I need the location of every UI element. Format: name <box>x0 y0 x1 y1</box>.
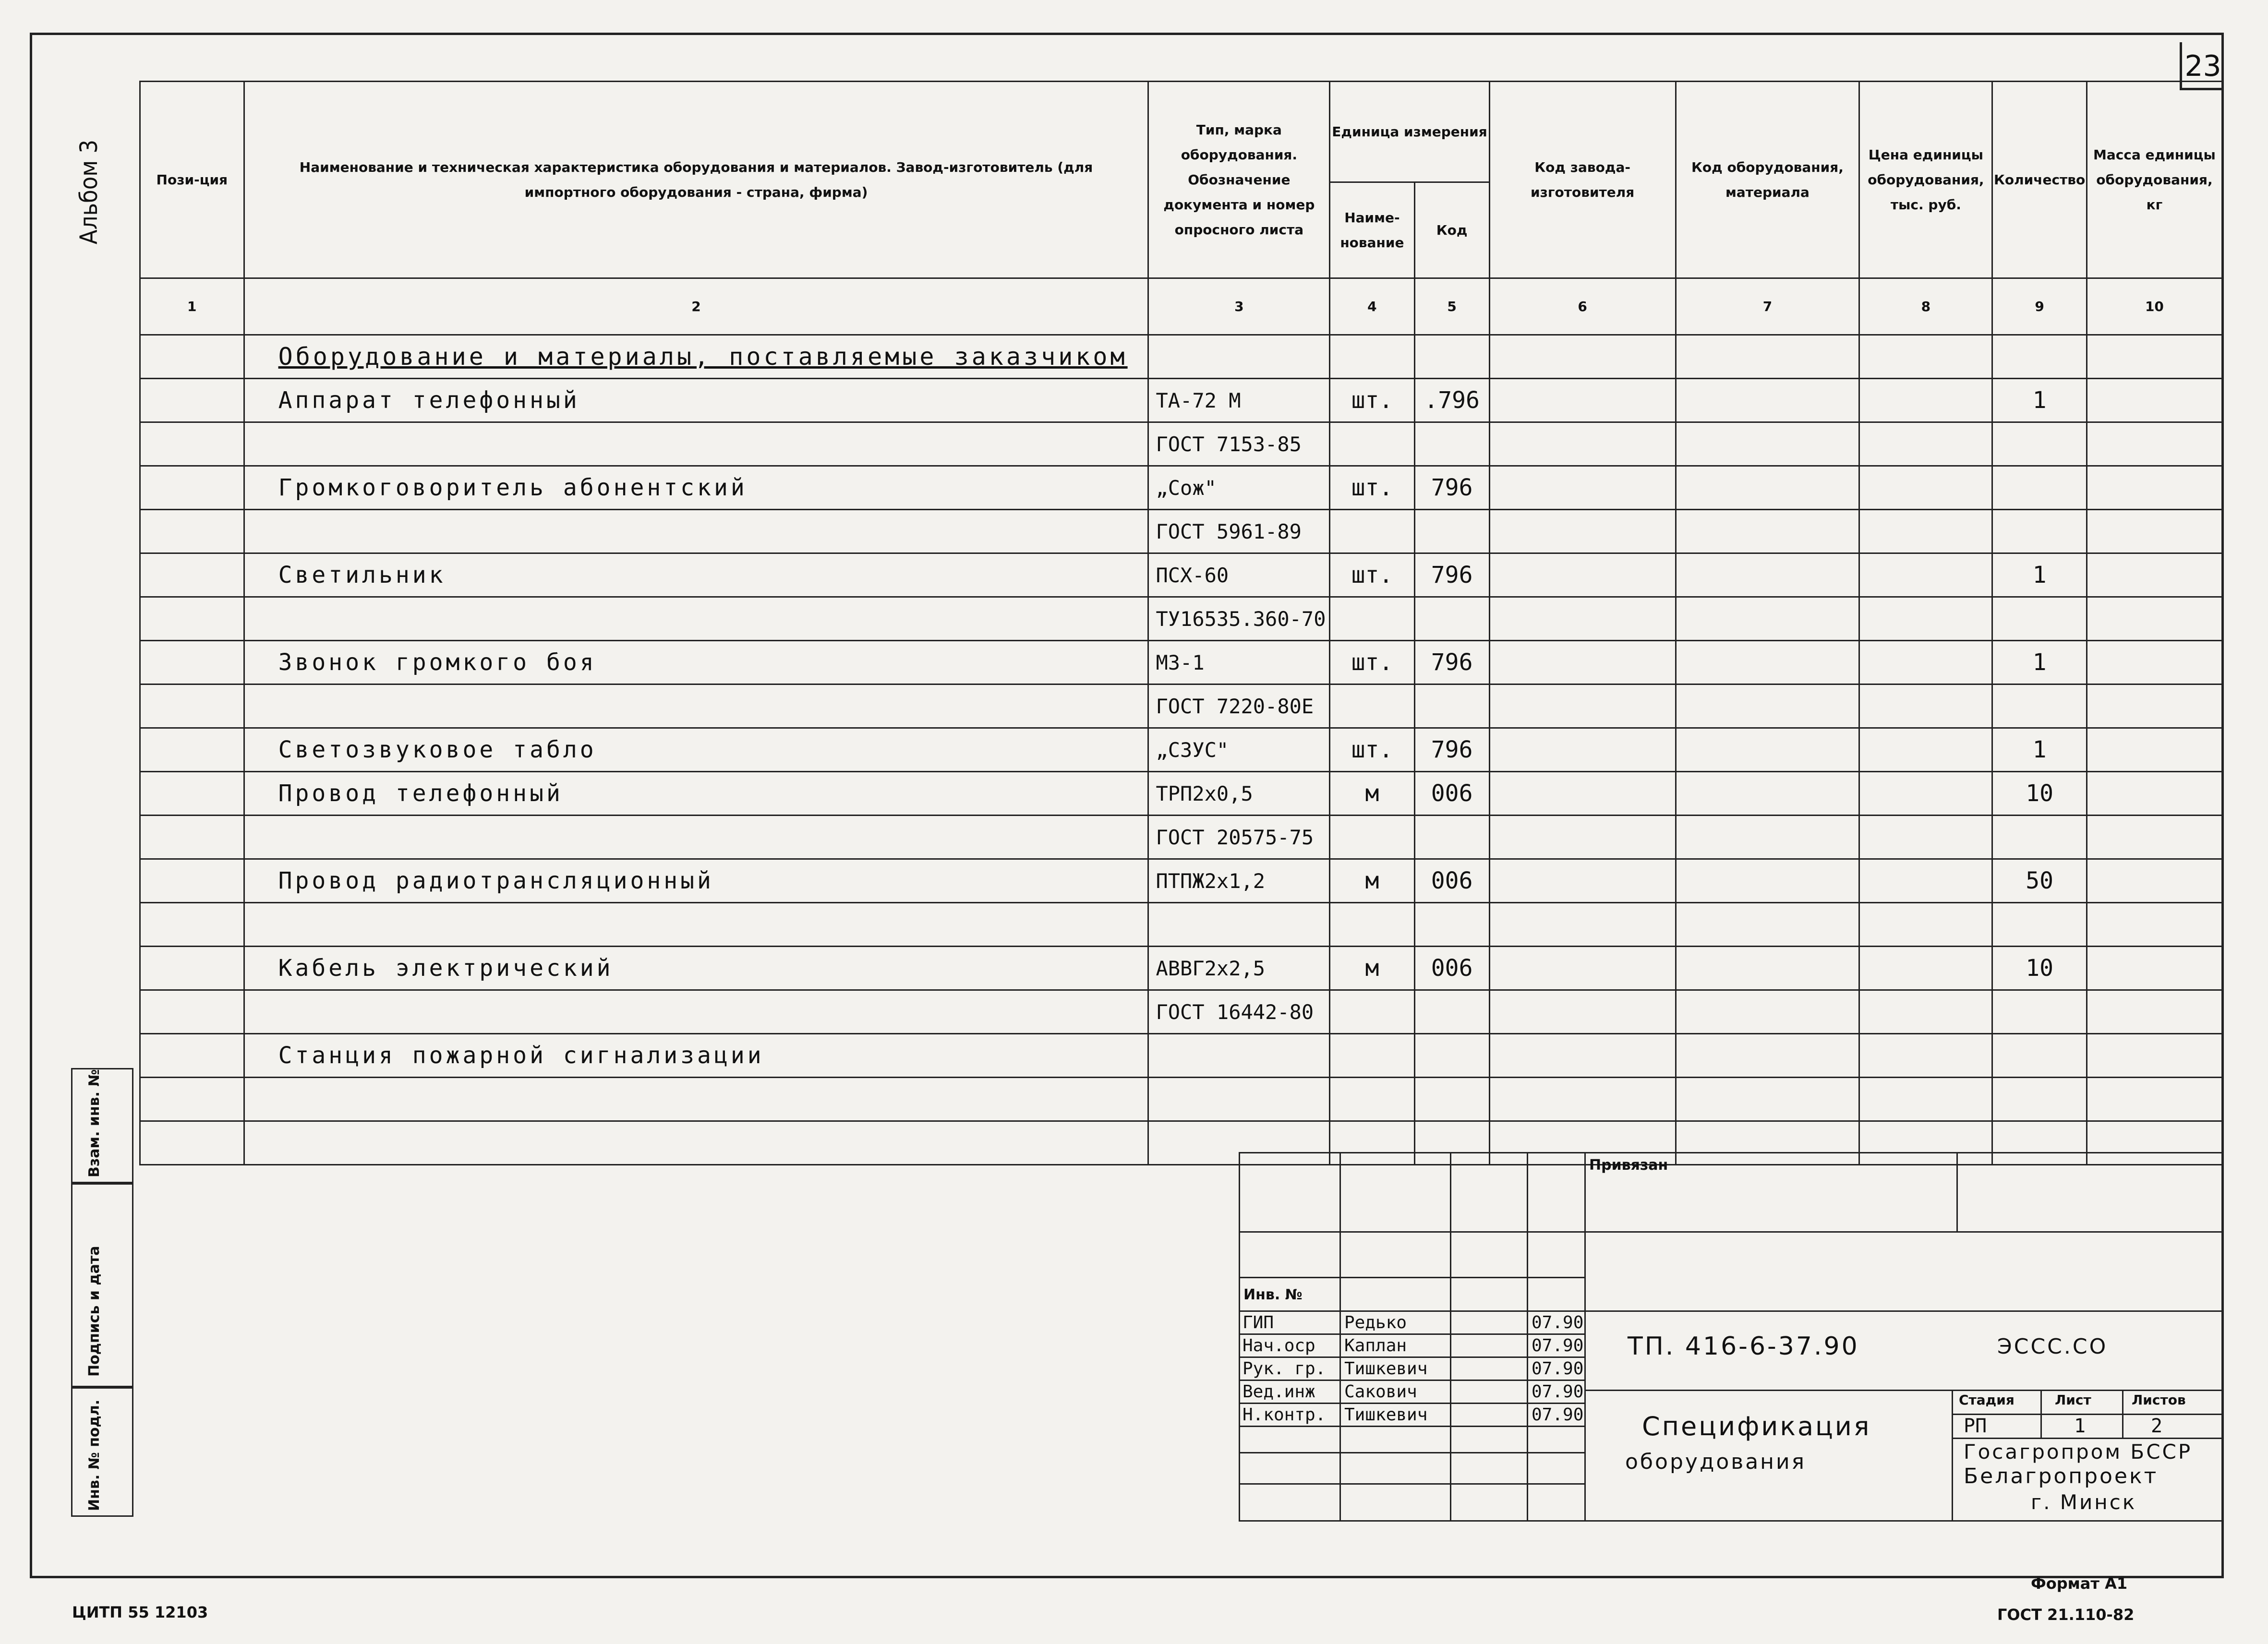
cell-position <box>140 466 244 510</box>
cell-unit: шт. <box>1330 641 1414 684</box>
cell-quantity <box>1992 597 2087 641</box>
cell-mass <box>2087 947 2222 990</box>
header-price: Цена единицы оборудования, тыс. руб. <box>1859 82 1992 278</box>
cell-quantity: 10 <box>1992 947 2087 990</box>
cell-equipment-code <box>1676 816 1859 859</box>
cell-equipment-code <box>1676 1078 1859 1121</box>
document-title-line2: оборудования <box>1625 1450 1807 1474</box>
cell-position <box>140 422 244 466</box>
cell-factory-code <box>1489 684 1676 728</box>
cell-equipment-code <box>1676 903 1859 947</box>
cell-position <box>140 641 244 684</box>
signer-role: Вед.инж <box>1243 1382 1315 1402</box>
cell-name <box>244 903 1148 947</box>
stage-label: Стадия <box>1959 1392 2015 1408</box>
cell-name <box>244 684 1148 728</box>
cell-unit <box>1330 422 1414 466</box>
sheets-label: Листов <box>2132 1392 2186 1408</box>
document-code: ТП. 416-6-37.90 <box>1628 1332 1859 1361</box>
header-mass: Масса единицы оборудования, кг <box>2087 82 2222 278</box>
cell-mass <box>2087 684 2222 728</box>
cell-type <box>1148 335 1330 379</box>
cell-unit-code: 796 <box>1414 641 1489 684</box>
cell-factory-code <box>1489 1078 1676 1121</box>
table-row <box>140 335 2222 379</box>
cell-mass <box>2087 641 2222 684</box>
cell-unit-code <box>1414 1078 1489 1121</box>
col-number: 2 <box>244 278 1148 335</box>
cell-equipment-code <box>1676 772 1859 816</box>
cell-factory-code <box>1489 597 1676 641</box>
column-number-row <box>140 278 2222 335</box>
stage-value: РП <box>1964 1415 1987 1437</box>
cell-factory-code <box>1489 728 1676 772</box>
cell-unit <box>1330 816 1414 859</box>
cell-equipment-code <box>1676 379 1859 422</box>
cell-unit: м <box>1330 772 1414 816</box>
sheet-label: Лист <box>2055 1392 2091 1408</box>
side-label: Подпись и дата <box>86 1246 103 1377</box>
cell-name: Кабель электрический <box>244 947 1148 990</box>
cell-position <box>140 553 244 597</box>
cell-factory-code <box>1489 903 1676 947</box>
cell-price <box>1859 466 1992 510</box>
cell-equipment-code <box>1676 553 1859 597</box>
cell-price <box>1859 597 1992 641</box>
table-row <box>140 553 2222 597</box>
cell-quantity <box>1992 903 2087 947</box>
cell-price <box>1859 903 1992 947</box>
cell-type: ГОСТ 5961-89 <box>1148 510 1330 553</box>
signer-date: 07.90 <box>1532 1382 1584 1402</box>
cell-quantity <box>1992 335 2087 379</box>
cell-equipment-code <box>1676 1034 1859 1078</box>
cell-factory-code <box>1489 772 1676 816</box>
cell-unit: шт. <box>1330 728 1414 772</box>
cell-mass <box>2087 466 2222 510</box>
col-number: 10 <box>2087 278 2222 335</box>
side-block-signature <box>71 1183 133 1387</box>
cell-position <box>140 597 244 641</box>
signer-role: Н.контр. <box>1243 1405 1326 1425</box>
cell-factory-code <box>1489 641 1676 684</box>
col-number: 6 <box>1489 278 1676 335</box>
cell-unit <box>1330 597 1414 641</box>
cell-price <box>1859 947 1992 990</box>
cell-unit-code: 796 <box>1414 728 1489 772</box>
col-number: 4 <box>1330 278 1414 335</box>
cell-quantity <box>1992 816 2087 859</box>
header-position: Пози-ция <box>140 82 244 278</box>
cell-price <box>1859 553 1992 597</box>
signer-role: Рук. гр. <box>1243 1359 1326 1379</box>
header-name: Наименование и техническая характеристика оборудования и материалов. Завод-изготовитель (для импортного оборудования - страна, фирма) <box>244 82 1148 278</box>
cell-name <box>244 1121 1148 1165</box>
signer-date: 07.90 <box>1532 1359 1584 1379</box>
organization-line2: Белагропроект <box>1964 1464 2159 1488</box>
cell-position <box>140 1078 244 1121</box>
cell-equipment-code <box>1676 597 1859 641</box>
cell-quantity <box>1992 466 2087 510</box>
cell-mass <box>2087 553 2222 597</box>
cell-type: „СЗУС" <box>1148 728 1330 772</box>
cell-name <box>244 597 1148 641</box>
cell-position <box>140 335 244 379</box>
cell-unit-code: 006 <box>1414 772 1489 816</box>
cell-unit: шт. <box>1330 466 1414 510</box>
signer-date: 07.90 <box>1532 1336 1584 1356</box>
cell-name: Оборудование и материалы, поставляемые заказчиком <box>244 335 1148 379</box>
cell-type: МЗ-1 <box>1148 641 1330 684</box>
cell-type <box>1148 1034 1330 1078</box>
cell-price <box>1859 816 1992 859</box>
cell-unit <box>1330 510 1414 553</box>
header-quantity: Количество <box>1992 82 2087 278</box>
cell-unit-code <box>1414 1034 1489 1078</box>
cell-mass <box>2087 597 2222 641</box>
cell-name: Светозвуковое табло <box>244 728 1148 772</box>
col-number: 3 <box>1148 278 1330 335</box>
cell-factory-code <box>1489 553 1676 597</box>
cell-quantity: 1 <box>1992 553 2087 597</box>
cell-position <box>140 684 244 728</box>
cell-equipment-code <box>1676 510 1859 553</box>
cell-equipment-code <box>1676 335 1859 379</box>
signer-name: Сакович <box>1344 1382 1417 1402</box>
cell-type: ГОСТ 16442-80 <box>1148 990 1330 1034</box>
cell-position <box>140 947 244 990</box>
cell-price <box>1859 422 1992 466</box>
signer-date: 07.90 <box>1532 1405 1584 1425</box>
cell-position <box>140 1121 244 1165</box>
table-row <box>140 947 2222 990</box>
cell-mass <box>2087 859 2222 903</box>
footer-gost: ГОСТ 21.110-82 <box>1997 1606 2135 1624</box>
document-title-line1: Спецификация <box>1642 1411 1871 1441</box>
col-number: 7 <box>1676 278 1859 335</box>
cell-mass <box>2087 1078 2222 1121</box>
cell-unit-code <box>1414 684 1489 728</box>
cell-quantity: 1 <box>1992 728 2087 772</box>
cell-quantity: 10 <box>1992 772 2087 816</box>
table-row <box>140 684 2222 728</box>
cell-unit-code: 796 <box>1414 553 1489 597</box>
table-row <box>140 816 2222 859</box>
cell-name: Провод телефонный <box>244 772 1148 816</box>
cell-factory-code <box>1489 816 1676 859</box>
organization-line3: г. Минск <box>2031 1490 2137 1514</box>
table-row <box>140 597 2222 641</box>
cell-equipment-code <box>1676 641 1859 684</box>
cell-name: Громкоговоритель абонентский <box>244 466 1148 510</box>
table-row <box>140 1078 2222 1121</box>
cell-unit-code <box>1414 816 1489 859</box>
side-label: Взам. инв. № <box>86 1069 103 1177</box>
cell-factory-code <box>1489 510 1676 553</box>
signer-date: 07.90 <box>1532 1313 1584 1332</box>
privyazan-label: Привязан <box>1589 1157 1668 1174</box>
specification-table <box>139 81 2223 1165</box>
cell-quantity: 1 <box>1992 641 2087 684</box>
cell-type: ТУ16535.360-70 <box>1148 597 1330 641</box>
cell-name: Звонок громкого боя <box>244 641 1148 684</box>
cell-name: Станция пожарной сигнализации <box>244 1034 1148 1078</box>
cell-factory-code <box>1489 379 1676 422</box>
col-number: 8 <box>1859 278 1992 335</box>
cell-equipment-code <box>1676 859 1859 903</box>
cell-price <box>1859 510 1992 553</box>
header-factory-code: Код завода-изготовителя <box>1489 82 1676 278</box>
cell-name: Провод радиотрансляционный <box>244 859 1148 903</box>
cell-type: АВВГ2х2,5 <box>1148 947 1330 990</box>
cell-mass <box>2087 990 2222 1034</box>
header-unit-name: Наиме-нование <box>1330 182 1414 278</box>
cell-unit <box>1330 903 1414 947</box>
organization-line1: Госагропром БССР <box>1964 1440 2193 1464</box>
cell-unit <box>1330 1034 1414 1078</box>
cell-type: ТА-72 М <box>1148 379 1330 422</box>
cell-name: Аппарат телефонный <box>244 379 1148 422</box>
cell-quantity <box>1992 422 2087 466</box>
table-row <box>140 990 2222 1034</box>
cell-unit: шт. <box>1330 553 1414 597</box>
sheet-number: 23 <box>2180 42 2224 90</box>
cell-quantity <box>1992 510 2087 553</box>
cell-price <box>1859 859 1992 903</box>
cell-type: ТРП2х0,5 <box>1148 772 1330 816</box>
footer-code: ЦИТП 55 12103 <box>72 1603 208 1621</box>
header-equipment-code: Код оборудования, материала <box>1676 82 1859 278</box>
cell-name <box>244 1078 1148 1121</box>
cell-unit: м <box>1330 947 1414 990</box>
cell-position <box>140 379 244 422</box>
sheets-value: 2 <box>2151 1415 2163 1437</box>
cell-factory-code <box>1489 990 1676 1034</box>
col-number: 1 <box>140 278 244 335</box>
cell-unit-code: 006 <box>1414 859 1489 903</box>
cell-type: ПСХ-60 <box>1148 553 1330 597</box>
side-block-inventory <box>71 1387 133 1517</box>
cell-type: ГОСТ 20575-75 <box>1148 816 1330 859</box>
cell-price <box>1859 728 1992 772</box>
table-row <box>140 903 2222 947</box>
table-row <box>140 728 2222 772</box>
table-row <box>140 859 2222 903</box>
signer-role: ГИП <box>1243 1313 1274 1332</box>
cell-mass <box>2087 379 2222 422</box>
table-row <box>140 1034 2222 1078</box>
footer-format: Формат А1 <box>2031 1574 2128 1593</box>
cell-name <box>244 422 1148 466</box>
cell-unit-code <box>1414 422 1489 466</box>
cell-unit-code <box>1414 990 1489 1034</box>
cell-position <box>140 859 244 903</box>
table-row <box>140 772 2222 816</box>
table-row <box>140 379 2222 422</box>
signer-name: Каплан <box>1344 1336 1407 1356</box>
cell-position <box>140 1034 244 1078</box>
col-number: 5 <box>1414 278 1489 335</box>
cell-unit <box>1330 1078 1414 1121</box>
cell-unit: шт. <box>1330 379 1414 422</box>
cell-unit-code: 006 <box>1414 947 1489 990</box>
cell-mass <box>2087 903 2222 947</box>
cell-equipment-code <box>1676 466 1859 510</box>
cell-price <box>1859 684 1992 728</box>
cell-equipment-code <box>1676 684 1859 728</box>
cell-quantity: 50 <box>1992 859 2087 903</box>
cell-unit-code: .796 <box>1414 379 1489 422</box>
cell-mass <box>2087 335 2222 379</box>
cell-equipment-code <box>1676 728 1859 772</box>
cell-factory-code <box>1489 859 1676 903</box>
cell-position <box>140 510 244 553</box>
cell-price <box>1859 641 1992 684</box>
cell-mass <box>2087 422 2222 466</box>
cell-type: „Сож" <box>1148 466 1330 510</box>
cell-name <box>244 990 1148 1034</box>
cell-unit-code <box>1414 510 1489 553</box>
album-label: Альбом 3 <box>75 139 103 245</box>
cell-mass <box>2087 728 2222 772</box>
cell-quantity <box>1992 1078 2087 1121</box>
cell-equipment-code <box>1676 947 1859 990</box>
cell-factory-code <box>1489 466 1676 510</box>
cell-type: ПТПЖ2х1,2 <box>1148 859 1330 903</box>
cell-quantity <box>1992 990 2087 1034</box>
table-row <box>140 422 2222 466</box>
side-label: Инв. № подл. <box>86 1399 103 1511</box>
cell-factory-code <box>1489 422 1676 466</box>
cell-quantity <box>1992 684 2087 728</box>
cell-unit-code <box>1414 597 1489 641</box>
cell-equipment-code <box>1676 422 1859 466</box>
signer-name: Тишкевич <box>1344 1359 1428 1379</box>
cell-type: ГОСТ 7153-85 <box>1148 422 1330 466</box>
cell-name <box>244 816 1148 859</box>
col-number: 9 <box>1992 278 2087 335</box>
header-type: Тип, марка оборудования. Обозначение документа и номер опросного листа <box>1148 82 1330 278</box>
cell-type: ГОСТ 7220-80Е <box>1148 684 1330 728</box>
cell-price <box>1859 335 1992 379</box>
cell-unit: м <box>1330 859 1414 903</box>
cell-equipment-code <box>1676 990 1859 1034</box>
cell-price <box>1859 379 1992 422</box>
side-block-replace <box>71 1068 133 1183</box>
cell-factory-code <box>1489 335 1676 379</box>
header-unit-group: Единица измерения <box>1330 82 1489 182</box>
signer-name: Тишкевич <box>1344 1405 1428 1425</box>
cell-mass <box>2087 1034 2222 1078</box>
cell-price <box>1859 990 1992 1034</box>
cell-unit-code <box>1414 903 1489 947</box>
cell-factory-code <box>1489 947 1676 990</box>
cell-position <box>140 772 244 816</box>
cell-factory-code <box>1489 1034 1676 1078</box>
sheet-value: 1 <box>2074 1415 2086 1437</box>
cell-quantity: 1 <box>1992 379 2087 422</box>
table-row <box>140 466 2222 510</box>
cell-mass <box>2087 816 2222 859</box>
document-suffix: ЭССС.СО <box>1997 1334 2108 1359</box>
cell-price <box>1859 1078 1992 1121</box>
signer-role: Нач.оср <box>1243 1336 1315 1356</box>
cell-mass <box>2087 772 2222 816</box>
cell-unit-code <box>1414 335 1489 379</box>
cell-position <box>140 903 244 947</box>
cell-position <box>140 728 244 772</box>
cell-name: Светильник <box>244 553 1148 597</box>
cell-unit <box>1330 990 1414 1034</box>
cell-position <box>140 990 244 1034</box>
cell-price <box>1859 772 1992 816</box>
cell-name <box>244 510 1148 553</box>
cell-position <box>140 816 244 859</box>
cell-type <box>1148 1078 1330 1121</box>
cell-unit <box>1330 684 1414 728</box>
inventory-label: Инв. № <box>1243 1286 1303 1303</box>
header-unit-code: Код <box>1414 182 1489 278</box>
cell-unit-code: 796 <box>1414 466 1489 510</box>
signer-name: Редько <box>1344 1313 1407 1332</box>
cell-quantity <box>1992 1034 2087 1078</box>
table-row <box>140 510 2222 553</box>
cell-type <box>1148 903 1330 947</box>
cell-price <box>1859 1034 1992 1078</box>
cell-mass <box>2087 510 2222 553</box>
cell-unit <box>1330 335 1414 379</box>
table-row <box>140 641 2222 684</box>
